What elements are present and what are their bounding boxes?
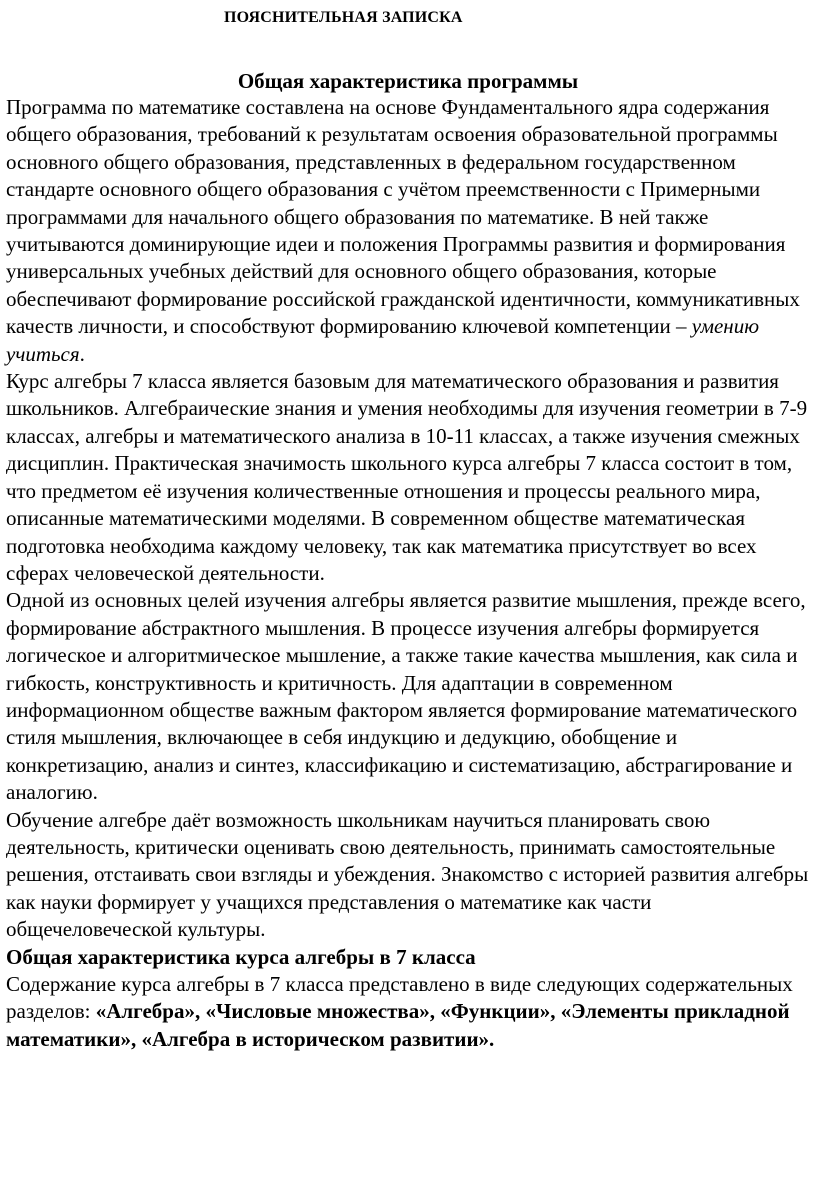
course-subheading: Общая характеристика курса алгебры в 7 класса <box>6 944 476 969</box>
paragraph-text: Программа по математике составлена на основе Фундаментального ядра содержания общего образования, требований к результатам освоения образовательной программы основного общего образования, представленных в федеральном государственном стандарте основного общего образования с учётом преемственности с Примерными программами для начального общего образования по математике. В ней также учитываются доминирующие идеи и положения Программы развития и формирования универсальных учебных действий для основного общего образования, которые обеспечивают формирование российской гражданской идентичности, коммуникативных качеств личности, и способствуют формированию ключевой компетенции – <box>6 95 800 339</box>
paragraph-course-significance: Курс алгебры 7 класса является базовым для математического образования и развития школьников. Алгебраические знания и умения необходимы для изучения геометрии в 7-9 классах, алгебры и математического анализа в 10-11 классах, а также изучения смежных дисциплин. Практическая значимость школьного курса алгебры 7 класса состоит в том, что предметом её изучения количественные отношения и процессы реального мира, описанные математическими моделями. В современном обществе математическая подготовка необходима каждому человеку, так как математика присутствует во всех сферах человеческой деятельности. <box>6 369 808 585</box>
paragraph-end: . <box>79 341 85 366</box>
bold-sections-list: «Алгебра», «Числовые множества», «Функции», «Элементы прикладной математики», «Алгебра в историческом развитии». <box>6 999 790 1051</box>
section-heading: Общая характеристика программы <box>237 69 579 93</box>
italic-phrase: умению учиться <box>6 314 760 366</box>
paragraph-program-basis <box>6 94 810 368</box>
paragraph-text: Содержание курса алгебры в 7 класса представлено в виде следующих содержательных разделов: <box>6 972 793 1024</box>
paragraph-course-content <box>6 971 810 1053</box>
paragraph-learning-outcomes: Обучение алгебре даёт возможность школьникам научиться планировать свою деятельность, критически оценивать свою деятельность, принимать самостоятельные решения, отстаивать свои взгляды и убеждения. Знакомство с историей развития алгебры как науки формирует у учащихся представления о математике как части общечеловеческой культуры. <box>6 807 809 942</box>
paragraph-thinking-goals: Одной из основных целей изучения алгебры является развитие мышления, прежде всего, формирование абстрактного мышления. В процессе изучения алгебры формируется логическое и алгоритмическое мышление, а также такие качества мышления, как сила и гибкость, конструктивность и критичность. Для адаптации в современном информационном обществе важным фактором является формирование математического стиля мышления, включающее в себя индукцию и дедукцию, обобщение и конкретизацию, анализ и синтез, классификацию и систематизацию, абстрагирование и аналогию. <box>6 588 806 805</box>
document-title: ПОЯСНИТЕЛЬНАЯ ЗАПИСКА <box>224 9 463 26</box>
